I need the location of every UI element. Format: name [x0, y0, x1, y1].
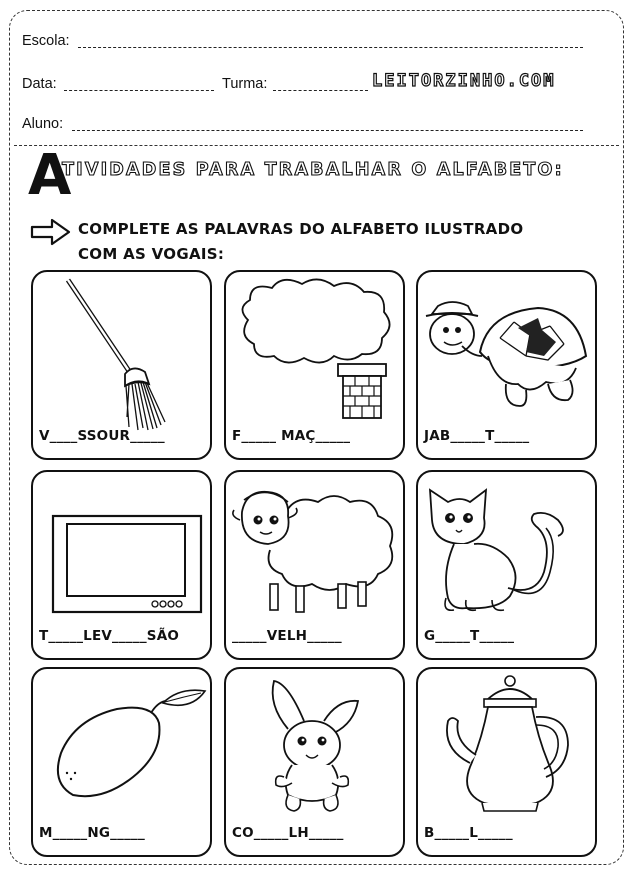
word-3[interactable]: JAB_____T_____	[424, 428, 530, 444]
card-tv	[31, 470, 212, 660]
word-9[interactable]: B_____L_____	[424, 825, 513, 841]
card-teapot	[416, 667, 597, 857]
card-turtle	[416, 270, 597, 460]
escola-field[interactable]	[78, 47, 583, 48]
aluno-label: Aluno:	[22, 116, 64, 132]
aluno-field[interactable]	[72, 130, 583, 131]
instruction-line-1: COMPLETE AS PALAVRAS DO ALFABETO ILUSTRADO	[78, 220, 524, 238]
word-5[interactable]: _____VELH_____	[232, 628, 342, 644]
escola-label: Escola:	[22, 33, 70, 49]
card-rabbit	[224, 667, 405, 857]
word-4[interactable]: T_____LEV_____SÃO	[39, 628, 180, 644]
card-cat	[416, 470, 597, 660]
title-initial: A	[28, 143, 72, 208]
instruction-line-2: COM AS VOGAIS:	[78, 245, 225, 263]
page-title: TIVIDADES PARA TRABALHAR O ALFABETO:	[62, 160, 564, 180]
card-smoke	[224, 270, 405, 460]
word-1[interactable]: V____SSOUR_____	[39, 428, 165, 444]
card-sheep	[224, 470, 405, 660]
word-2[interactable]: F_____ MAÇ_____	[232, 428, 351, 444]
header-divider	[14, 145, 619, 146]
turma-label: Turma:	[222, 76, 268, 92]
word-6[interactable]: G_____T_____	[424, 628, 515, 644]
turma-field[interactable]	[273, 90, 368, 91]
data-field[interactable]	[64, 90, 214, 91]
card-mango	[31, 667, 212, 857]
site-logo: LEITORZINHO.COM	[372, 71, 556, 91]
card-broom	[31, 270, 212, 460]
data-label: Data:	[22, 76, 57, 92]
word-7[interactable]: M_____NG_____	[39, 825, 145, 841]
word-8[interactable]: CO_____LH_____	[232, 825, 344, 841]
instruction	[78, 217, 523, 267]
arrow-icon	[30, 218, 72, 246]
